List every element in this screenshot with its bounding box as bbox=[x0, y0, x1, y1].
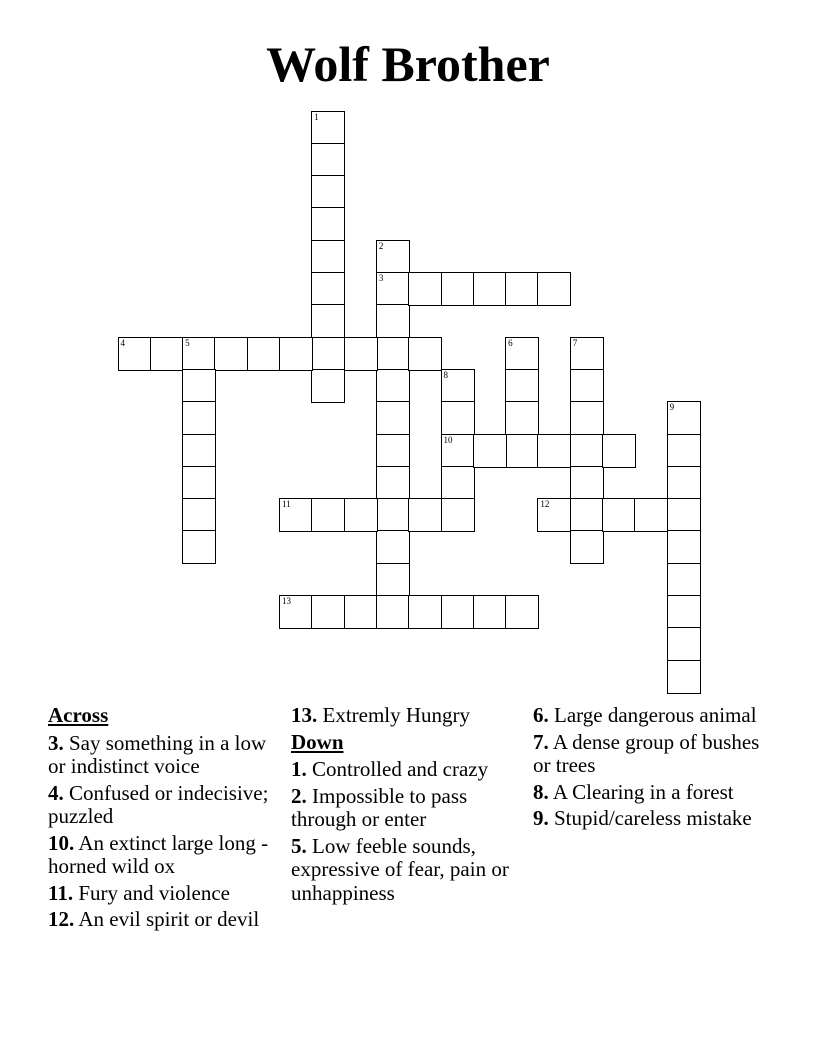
grid-cell[interactable] bbox=[441, 401, 475, 435]
clue-item-number: 11. bbox=[48, 880, 74, 905]
clue-item bbox=[533, 704, 773, 728]
clue-number: 12 bbox=[540, 499, 550, 510]
grid-cell[interactable] bbox=[279, 595, 313, 629]
clue-item-number: 7. bbox=[533, 729, 549, 754]
clue-item-text: Extremly Hungry bbox=[317, 703, 471, 727]
grid-cell[interactable] bbox=[311, 143, 345, 177]
grid-cell[interactable] bbox=[473, 434, 507, 468]
grid-cell[interactable] bbox=[441, 434, 475, 468]
grid-cell[interactable] bbox=[441, 272, 475, 306]
grid-cell[interactable] bbox=[667, 434, 701, 468]
grid-cell[interactable] bbox=[376, 337, 410, 371]
clue-item-number: 3. bbox=[48, 730, 64, 755]
grid-cell[interactable] bbox=[667, 660, 701, 694]
grid-cell[interactable] bbox=[182, 337, 216, 371]
clue-item bbox=[48, 732, 288, 779]
grid-cell[interactable] bbox=[182, 498, 216, 532]
grid-cell[interactable] bbox=[505, 369, 539, 403]
clue-item-number: 10. bbox=[48, 830, 75, 855]
grid-cell[interactable] bbox=[311, 337, 345, 371]
grid-cell[interactable] bbox=[667, 401, 701, 435]
grid-cell[interactable] bbox=[441, 498, 475, 532]
grid-cell[interactable] bbox=[570, 530, 604, 564]
clue-item bbox=[48, 832, 288, 879]
clue-number: 2 bbox=[378, 240, 384, 251]
grid-cell[interactable] bbox=[376, 240, 410, 274]
grid-cell[interactable] bbox=[182, 530, 216, 564]
grid-cell[interactable] bbox=[311, 207, 345, 241]
clue-number: 5 bbox=[185, 337, 190, 348]
clue-item-text: Controlled and crazy bbox=[306, 757, 489, 781]
grid-cell[interactable] bbox=[537, 272, 571, 306]
grid-cell[interactable] bbox=[150, 337, 184, 371]
grid-cell[interactable] bbox=[408, 498, 442, 532]
clues-column-2 bbox=[291, 704, 531, 908]
grid-cell[interactable] bbox=[344, 595, 378, 629]
clue-number: 1 bbox=[314, 111, 319, 122]
clue-item-text: Large dangerous animal bbox=[548, 703, 757, 727]
clue-item bbox=[291, 704, 531, 728]
clue-number: 6 bbox=[508, 337, 513, 348]
grid-cell[interactable] bbox=[376, 369, 410, 403]
across-clue-list bbox=[48, 732, 288, 932]
grid-cell[interactable] bbox=[311, 369, 345, 403]
grid-cell[interactable] bbox=[602, 434, 636, 468]
clue-item bbox=[291, 758, 531, 782]
grid-cell[interactable] bbox=[570, 498, 604, 532]
grid-cell[interactable] bbox=[570, 434, 604, 468]
grid-cell[interactable] bbox=[441, 369, 475, 403]
grid-cell[interactable] bbox=[214, 337, 248, 371]
grid-cell[interactable] bbox=[570, 337, 604, 371]
across-heading: Across bbox=[48, 703, 109, 727]
grid-cell[interactable] bbox=[376, 272, 410, 306]
clue-item-text: Say something in a low or indistinct voice bbox=[48, 730, 267, 778]
clue-item bbox=[291, 785, 531, 832]
clue-item bbox=[48, 882, 288, 906]
clue-item-text: A Clearing in a forest bbox=[548, 779, 734, 804]
clue-item-number: 13. bbox=[291, 703, 318, 727]
grid-cell[interactable] bbox=[311, 240, 345, 274]
clue-number: 8 bbox=[443, 369, 448, 380]
grid-cell[interactable] bbox=[441, 595, 475, 629]
clue-item bbox=[48, 782, 288, 829]
grid-cell[interactable] bbox=[667, 498, 701, 532]
grid-cell[interactable] bbox=[376, 595, 410, 629]
clue-item-number: 4. bbox=[48, 780, 64, 805]
grid-cell[interactable] bbox=[537, 498, 571, 532]
grid-cell[interactable] bbox=[311, 175, 345, 209]
clue-item bbox=[533, 781, 773, 805]
clue-number: 13 bbox=[282, 596, 291, 606]
grid-cell[interactable] bbox=[344, 337, 378, 371]
grid-cell[interactable] bbox=[376, 563, 410, 597]
grid-cell[interactable] bbox=[376, 434, 410, 468]
grid-cell[interactable] bbox=[602, 498, 636, 532]
grid-cell[interactable] bbox=[473, 272, 507, 306]
grid-cell[interactable] bbox=[505, 434, 539, 468]
clue-number: 9 bbox=[669, 402, 675, 413]
grid-cell[interactable] bbox=[570, 401, 604, 435]
grid-cell[interactable] bbox=[667, 627, 701, 661]
down-clue-list bbox=[291, 758, 531, 905]
clue-item-text: An evil spirit or devil bbox=[74, 907, 260, 931]
grid-cell[interactable] bbox=[537, 434, 571, 468]
grid-cell[interactable] bbox=[667, 530, 701, 564]
grid-cell[interactable] bbox=[667, 563, 701, 597]
grid-cell[interactable] bbox=[311, 272, 345, 306]
grid-cell[interactable] bbox=[182, 401, 216, 435]
grid-cell[interactable] bbox=[667, 595, 701, 629]
clue-item bbox=[533, 731, 773, 778]
grid-cell[interactable] bbox=[667, 466, 701, 500]
grid-cell[interactable] bbox=[311, 111, 345, 145]
grid-cell[interactable] bbox=[182, 434, 216, 468]
grid-cell[interactable] bbox=[473, 595, 507, 629]
clue-item-text: Impossible to pass through or enter bbox=[291, 783, 468, 831]
grid-cell[interactable] bbox=[311, 498, 345, 532]
clue-number: 7 bbox=[572, 337, 578, 348]
grid-cell[interactable] bbox=[311, 595, 345, 629]
grid-cell[interactable] bbox=[279, 498, 313, 532]
clue-item-number: 2. bbox=[291, 783, 307, 808]
grid-cell[interactable] bbox=[570, 466, 604, 500]
clue-item-text: An extinct large long - horned wild ox bbox=[48, 830, 269, 878]
clue-item-number: 1. bbox=[291, 757, 307, 781]
grid-cell[interactable] bbox=[505, 401, 539, 435]
clue-item-number: 5. bbox=[291, 833, 307, 858]
grid-cell[interactable] bbox=[505, 595, 539, 629]
clue-number: 11 bbox=[282, 499, 291, 510]
clues-column-1 bbox=[48, 704, 288, 935]
clues-column-3 bbox=[533, 704, 773, 834]
grid-cell[interactable] bbox=[408, 272, 442, 306]
clue-item-number: 8. bbox=[533, 779, 549, 804]
grid-cell[interactable] bbox=[634, 498, 668, 532]
clue-number: 4 bbox=[120, 337, 125, 348]
clue-number: 10 bbox=[443, 434, 453, 445]
grid-cell[interactable] bbox=[279, 337, 313, 371]
clue-item-number: 9. bbox=[533, 806, 549, 830]
grid-cell[interactable] bbox=[182, 369, 216, 403]
clue-item-text: Fury and violence bbox=[73, 880, 230, 905]
grid-cell[interactable] bbox=[118, 337, 152, 371]
grid-cell[interactable] bbox=[408, 595, 442, 629]
clue-item bbox=[533, 807, 773, 831]
grid-cell[interactable] bbox=[376, 304, 410, 338]
grid-cell[interactable] bbox=[408, 337, 442, 371]
grid-cell[interactable] bbox=[376, 401, 410, 435]
grid-cell[interactable] bbox=[441, 466, 475, 500]
grid-cell[interactable] bbox=[311, 304, 345, 338]
puzzle-title: Wolf Brother bbox=[266, 36, 550, 92]
clue-item bbox=[48, 908, 288, 932]
grid-cell[interactable] bbox=[570, 369, 604, 403]
clue-number: 3 bbox=[378, 273, 384, 283]
clue-item-text: Low feeble sounds, expressive of fear, pain or unhappiness bbox=[291, 833, 509, 905]
grid-cell[interactable] bbox=[376, 466, 410, 500]
down-clue-list-continued bbox=[533, 704, 773, 831]
clue-item-number: 6. bbox=[533, 703, 549, 727]
grid-cell[interactable] bbox=[344, 498, 378, 532]
down-heading: Down bbox=[291, 729, 344, 754]
clue-item-text: A dense group of bushes or trees bbox=[533, 729, 760, 777]
grid-cell[interactable] bbox=[247, 337, 281, 371]
grid-cell[interactable] bbox=[376, 498, 410, 532]
clue-item-text: Confused or indecisive; puzzled bbox=[48, 780, 269, 828]
grid-cell[interactable] bbox=[182, 466, 216, 500]
clue-item bbox=[291, 835, 531, 906]
across-clue-list-continued bbox=[291, 704, 531, 728]
clue-item-text: Stupid/careless mistake bbox=[548, 806, 752, 830]
grid-cell[interactable] bbox=[376, 530, 410, 564]
grid-cell[interactable] bbox=[505, 337, 539, 371]
clue-item-number: 12. bbox=[48, 907, 75, 931]
grid-cell[interactable] bbox=[505, 272, 539, 306]
